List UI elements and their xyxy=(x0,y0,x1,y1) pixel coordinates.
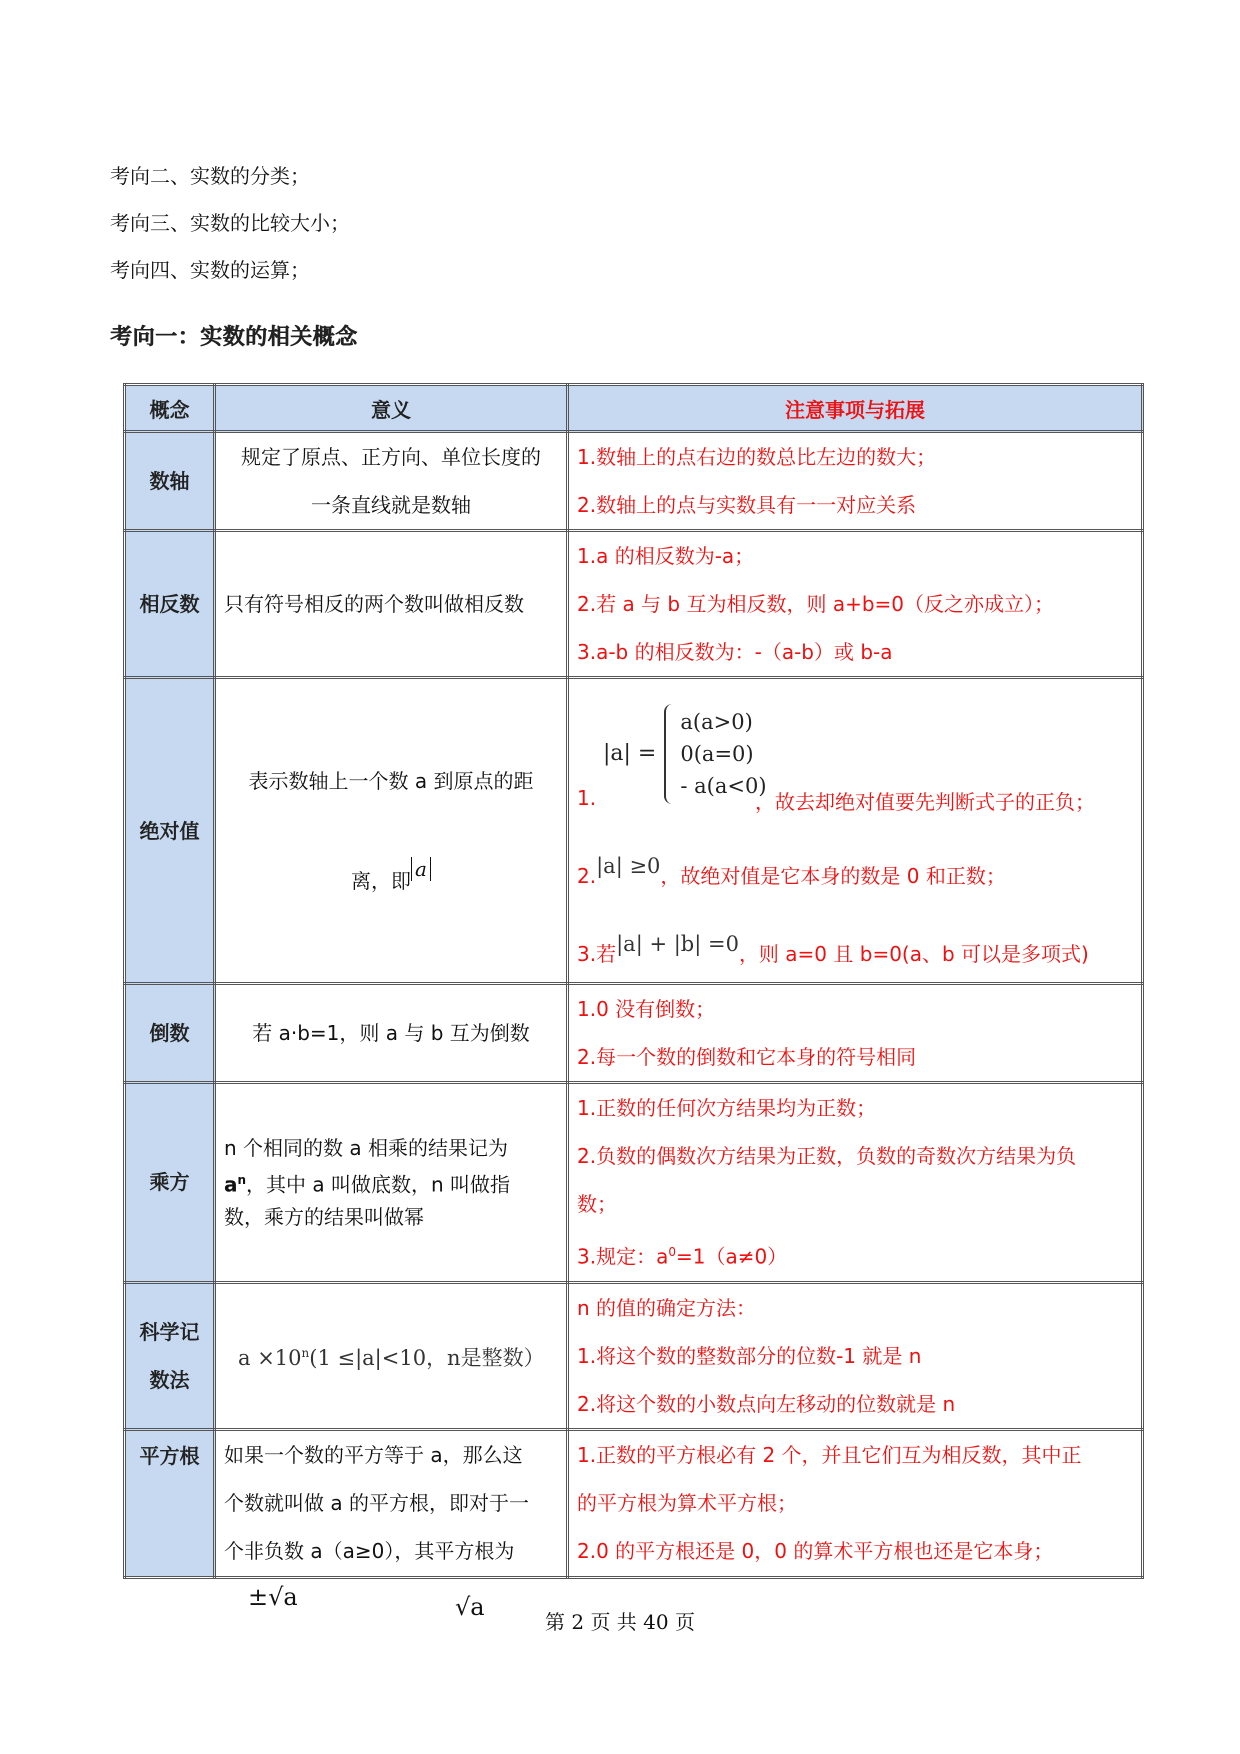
case-line: 0(a=0) xyxy=(680,741,754,766)
note-abs-definition xyxy=(577,698,1133,814)
header-notes: 注意事项与拓展 xyxy=(568,385,1143,432)
formula-lhs: |a| = xyxy=(603,741,657,766)
concept-cell: 平方根 xyxy=(125,1429,215,1577)
note-line: 2.0 的平方根还是 0，0 的算术平方根也还是它本身； xyxy=(577,1539,1054,1564)
meaning-text: 离，即 xyxy=(351,868,412,893)
abs-nonneg-formula: |a| ≥0 xyxy=(596,853,661,878)
concept-line: 数法 xyxy=(149,1367,190,1392)
table-row xyxy=(125,678,1143,984)
meaning-cell xyxy=(215,531,568,678)
note-line: 1.0 没有倒数； xyxy=(577,997,716,1021)
meaning-line xyxy=(224,1164,558,1201)
meaning-line: 表示数轴上一个数 a 到原点的距 xyxy=(248,768,534,793)
meaning-line: n 个相同的数 a 相乘的结果记为 xyxy=(224,1136,509,1160)
table-header-row xyxy=(125,385,1143,432)
meaning-text: ，其中 a 叫做底数，n 叫做指 xyxy=(246,1172,511,1197)
header-meaning: 意义 xyxy=(215,385,568,432)
meaning-line: 只有符号相反的两个数叫做相反数 xyxy=(224,592,524,616)
note-line: 的平方根为算术平方根； xyxy=(577,1491,797,1516)
note-line: 1.正数的任何次方结果均为正数； xyxy=(577,1096,877,1120)
note-line: 2.数轴上的点与实数具有一一对应关系 xyxy=(577,493,917,517)
formula-cases xyxy=(680,706,766,802)
note-abs-nonneg xyxy=(577,846,1133,886)
note-line: 3.a-b 的相反数为：-（a-b）或 b-a xyxy=(577,640,893,664)
table-row xyxy=(125,1282,1143,1429)
concept-cell: 数轴 xyxy=(125,432,215,531)
concept-cell: 绝对值 xyxy=(125,678,215,984)
concept-cell: 倒数 xyxy=(125,984,215,1083)
table-row xyxy=(125,984,1143,1083)
sqrt-a-formula: √a xyxy=(455,1593,485,1621)
meaning-line: 一条直线就是数轴 xyxy=(311,493,471,517)
meaning-cell xyxy=(215,678,568,984)
table-row xyxy=(125,1083,1143,1283)
plus-minus-sqrt-a-formula: ±√a xyxy=(248,1583,298,1611)
concept-cell: 相反数 xyxy=(125,531,215,678)
header-concept: 概念 xyxy=(125,385,215,432)
page-footer: 第 2 页 共 40 页 xyxy=(545,1610,695,1634)
formula-part: a ×10 xyxy=(238,1346,302,1371)
notes-cell xyxy=(568,678,1143,984)
note-line: 2.每一个数的倒数和它本身的符号相同 xyxy=(577,1045,917,1069)
formula-exponent: n xyxy=(301,1346,310,1361)
note-text: =1（a≠0） xyxy=(675,1244,788,1269)
table-row xyxy=(125,531,1143,678)
case-line: a(a>0) xyxy=(680,709,753,734)
note-text: ，故绝对值是它本身的数是 0 和正数； xyxy=(660,863,1006,888)
note-number: 3.若 xyxy=(577,941,617,966)
note-text: ，则 a=0 且 b=0(a、b 可以是多项式) xyxy=(738,941,1089,966)
note-line: 1.a 的相反数为-a； xyxy=(577,544,755,568)
notes-cell xyxy=(568,1429,1143,1577)
note-number: 1. xyxy=(577,785,597,810)
abs-sum-formula: |a| + |b| =0 xyxy=(616,931,739,956)
intro-line-3: 考向三、实数的比较大小； xyxy=(110,211,350,235)
table-row xyxy=(125,432,1143,531)
note-line: 1.数轴上的点右边的数总比左边的数大； xyxy=(577,445,937,469)
meaning-line: 个非负数 a（a≥0），其平方根为 xyxy=(224,1539,515,1564)
note-line: 2.若 a 与 b 互为相反数，则 a+b=0（反之亦成立）； xyxy=(577,592,1055,616)
note-line: 2.将这个数的小数点向左移动的位数就是 n xyxy=(577,1391,956,1416)
notes-cell xyxy=(568,1083,1143,1283)
brace-icon xyxy=(664,704,676,804)
concept-line: 科学记 xyxy=(139,1319,200,1344)
table-row xyxy=(125,1429,1143,1577)
meaning-cell xyxy=(215,432,568,531)
note-abs-sum-zero xyxy=(577,924,1133,964)
abs-piecewise-formula xyxy=(603,704,767,804)
concepts-table xyxy=(123,383,1144,1579)
power-base: a xyxy=(224,1172,238,1197)
section-title: 考向一：实数的相关概念 xyxy=(110,325,358,350)
scientific-notation-formula xyxy=(238,1346,545,1370)
formula-part: (1 ≤|a|<10，n是整数） xyxy=(309,1346,545,1371)
note-line: 1.正数的平方根必有 2 个，并且它们互为相反数，其中正 xyxy=(577,1443,1082,1468)
note-text: ，故去却绝对值要先判断式子的正负； xyxy=(755,789,1095,814)
meaning-cell xyxy=(215,1282,568,1429)
note-line: n 的值的确定方法： xyxy=(577,1295,757,1320)
meaning-cell xyxy=(215,984,568,1083)
meaning-line xyxy=(224,825,558,925)
note-line: 2.负数的偶数次方结果为正数，负数的奇数次方结果为负 xyxy=(577,1144,1077,1168)
power-exponent: n xyxy=(237,1173,247,1187)
concept-cell xyxy=(125,1282,215,1429)
meaning-cell xyxy=(215,1429,568,1577)
note-number: 2. xyxy=(577,863,597,888)
meaning-cell xyxy=(215,1083,568,1283)
intro-line-2: 考向二、实数的分类； xyxy=(110,164,310,188)
notes-cell xyxy=(568,984,1143,1083)
notes-cell xyxy=(568,1282,1143,1429)
note-text: 3.规定：a xyxy=(577,1244,669,1269)
notes-cell xyxy=(568,531,1143,678)
note-line: 1.将这个数的整数部分的位数-1 就是 n xyxy=(577,1343,922,1368)
meaning-line: 规定了原点、正方向、单位长度的 xyxy=(241,445,541,469)
note-line xyxy=(577,1228,1133,1281)
meaning-line: 如果一个数的平方等于 a，那么这 xyxy=(224,1443,523,1468)
note-line: 数； xyxy=(577,1192,617,1216)
concept-cell: 乘方 xyxy=(125,1083,215,1283)
zero-exponent: 0 xyxy=(668,1245,676,1259)
intro-line-4: 考向四、实数的运算； xyxy=(110,258,310,282)
case-line: - a(a<0) xyxy=(680,773,767,798)
abs-a-formula: a xyxy=(411,857,431,881)
meaning-line: 个数就叫做 a 的平方根，即对于一 xyxy=(224,1491,529,1516)
meaning-line: 数，乘方的结果叫做幂 xyxy=(224,1204,424,1229)
notes-cell xyxy=(568,432,1143,531)
meaning-line: 若 a·b=1，则 a 与 b 互为倒数 xyxy=(252,1021,530,1045)
